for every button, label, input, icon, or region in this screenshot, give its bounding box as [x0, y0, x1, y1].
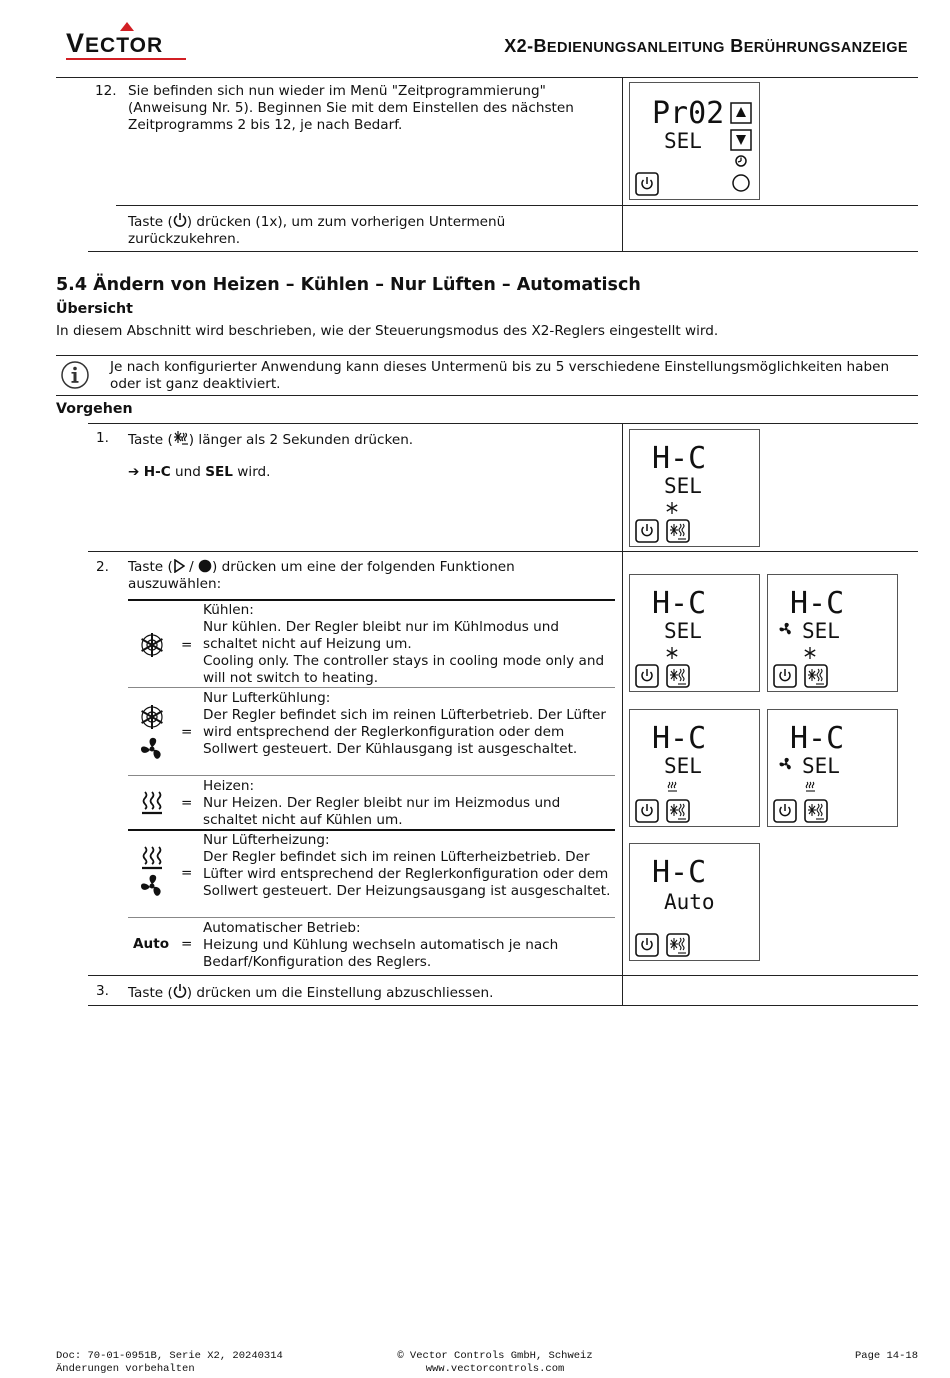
option-divider [128, 687, 615, 688]
vector-logo [66, 22, 188, 58]
info-top-rule [56, 355, 918, 356]
proc-table-divider [622, 423, 623, 1006]
mode-icon [670, 524, 686, 539]
step-number: 2. [96, 559, 109, 575]
lcd-line1: H-C [652, 721, 707, 756]
step-text: Taste ( ) länger als 2 Sekunden drücken. [128, 432, 414, 448]
lcd-display-hc-cool [629, 574, 760, 692]
snowflake-icon [667, 502, 677, 514]
lcd-line1: H-C [790, 586, 845, 621]
option-fan-heat-description: Nur Lüfterheizung: Der Regler befindet sich im reinen Lüfterheizbetrieb. Der Lüfter wird entsprechend der Reglerkonfiguration oder dem Sollwert gesteuert. Der Heizungsausgang ist ausgeschaltet. [203, 832, 611, 899]
down-arrow-icon [736, 135, 746, 145]
equals-sign: = [181, 724, 193, 740]
lcd-line2: SEL [802, 619, 840, 643]
table-divider [622, 77, 623, 252]
mode-icon [670, 669, 686, 684]
option-heat-description: Heizen: Nur Heizen. Der Regler bleibt nur im Heizmodus und schaltet nicht auf Kühlen um. [203, 778, 561, 828]
logo-text: VECTOR [66, 28, 164, 58]
table-bottom-rule [88, 251, 918, 252]
step-subtext: Taste ( ) drücken (1x), um zum vorherigen Untermenü zurückzukehren. [128, 214, 506, 247]
lcd-line1: H-C [652, 855, 707, 890]
mode-icon [670, 804, 686, 819]
fan-icon [138, 872, 166, 900]
step-text: Taste ( ) drücken um die Einstellung abzuschliessen. [128, 985, 494, 1001]
power-icon [173, 212, 187, 228]
lcd-display-hc-cool [629, 429, 760, 547]
lcd-display-hc-auto [629, 843, 760, 961]
lcd-line1: H-C [652, 586, 707, 621]
option-fan-cool-description: Nur Lufterkühlung: Der Regler befindet sich im reinen Lüfterbetrieb. Der Lüfter wird entsprechend der Reglerkonfiguration oder dem Sollwert gesteuert. Der Kühlausgang ist ausgeschaltet. [203, 690, 607, 757]
overview-text: In diesem Abschnitt wird beschrieben, wie der Steuerungsmodus des X2-Reglers eingestellt wird. [56, 323, 719, 339]
footer-center [395, 1350, 595, 1376]
filled-circle-icon [198, 559, 212, 573]
fan-icon [780, 623, 791, 635]
option-cool-description: Kühlen: Nur kühlen. Der Regler bleibt nur im Kühlmodus und schaltet nicht auf Heizung um. Cooling only. The controller stays in cooling mode only and will not switch to heating. [203, 602, 605, 686]
lcd-display-hc-fan-cool [767, 574, 898, 692]
snowflake-icon [805, 647, 815, 659]
lcd-line1: Pr02 [652, 96, 725, 131]
footer-doc-id: Doc: 70-01-0951B, Serie X2, 20240314 [56, 1350, 283, 1362]
footer-page-number: Page 14-18 [854, 1350, 918, 1362]
circle-button-icon [733, 175, 749, 191]
proc-row-rule-2 [88, 975, 918, 976]
mode-icon [808, 804, 824, 819]
lcd-display-hc-fan-heat [767, 709, 898, 827]
step-text: Taste ( / ) drücken um eine der folgenden Funktionen auszuwählen: [128, 559, 515, 592]
auto-symbol: Auto [133, 936, 170, 952]
footer-copyright: © Vector Controls GmbH, Schweiz [397, 1350, 593, 1362]
overview-title: Übersicht [56, 301, 133, 317]
heat-icon [806, 782, 815, 791]
play-icon [173, 559, 185, 573]
logo-underline [66, 58, 186, 60]
equals-sign: = [181, 865, 193, 881]
fan-icon [138, 735, 166, 763]
mode-icon [808, 669, 824, 684]
header-rule [56, 77, 918, 78]
section-heading: 5.4 Ändern von Heizen – Kühlen – Nur Lüften – Automatisch [56, 275, 641, 295]
heat-icon [668, 782, 677, 791]
mode-icon [670, 938, 686, 953]
document-title: X2-BEDIENUNGSANLEITUNG BERÜHRUNGSANZEIGE [504, 36, 908, 56]
mode-icon [173, 430, 189, 446]
lcd-line2: SEL [664, 129, 702, 153]
option-auto-description: Automatischer Betrieb: Heizung und Kühlung wechseln automatisch je nach Bedarf/Konfiguration des Reglers. [203, 920, 559, 970]
up-arrow-icon [736, 107, 746, 117]
snowflake-icon [138, 703, 166, 731]
step-number: 12. [95, 83, 117, 99]
lcd-line2: SEL [664, 754, 702, 778]
info-icon [60, 360, 90, 390]
table-row-rule [116, 205, 918, 206]
heat-icon [140, 845, 164, 871]
lcd-line1: H-C [790, 721, 845, 756]
procedure-title: Vorgehen [56, 401, 133, 417]
arrow-right-icon: ➔ [128, 464, 140, 480]
lcd-segments [630, 83, 761, 201]
lcd-line1: H-C [652, 441, 707, 476]
snowflake-icon [138, 631, 166, 659]
equals-sign: = [181, 795, 193, 811]
options-top-rule [128, 599, 615, 601]
proc-row-rule-1 [88, 551, 918, 552]
proc-table-top-rule [88, 423, 918, 424]
lcd-line2: SEL [802, 754, 840, 778]
footer-left [56, 1350, 283, 1376]
proc-table-bottom-rule [88, 1005, 918, 1006]
footer-website-link[interactable]: www.vectorcontrols.com [425, 1363, 565, 1375]
info-bottom-rule [56, 395, 918, 396]
lcd-line2: Auto [664, 890, 715, 914]
heat-icon [140, 790, 164, 816]
equals-sign: = [181, 936, 193, 952]
equals-sign: = [181, 637, 193, 653]
step-number: 3. [96, 983, 109, 999]
lcd-display-pr02 [629, 82, 760, 200]
info-text: Je nach konfigurierter Anwendung kann dieses Untermenü bis zu 5 verschiedene Einstellungsmöglichkeiten haben oder ist ganz deaktiviert. [110, 359, 890, 392]
power-icon [173, 983, 187, 999]
step-number: 1. [96, 430, 109, 446]
footer-disclaimer: Änderungen vorbehalten [56, 1363, 195, 1375]
lcd-line2: SEL [664, 619, 702, 643]
option-divider [128, 829, 615, 831]
option-divider [128, 917, 615, 918]
lcd-display-hc-heat [629, 709, 760, 827]
fan-icon [780, 758, 791, 770]
step-text: Sie befinden sich nun wieder im Menü "Zeitprogrammierung" (Anweisung Nr. 5). Beginnen Sie mit dem Einstellen des nächsten Zeitprogramms 2 bis 12, je nach Bedarf. [128, 83, 574, 133]
snowflake-icon [667, 647, 677, 659]
lcd-line2: SEL [664, 474, 702, 498]
step-result: ➔ H-C und SEL wird. [128, 464, 271, 480]
option-divider [128, 775, 615, 776]
